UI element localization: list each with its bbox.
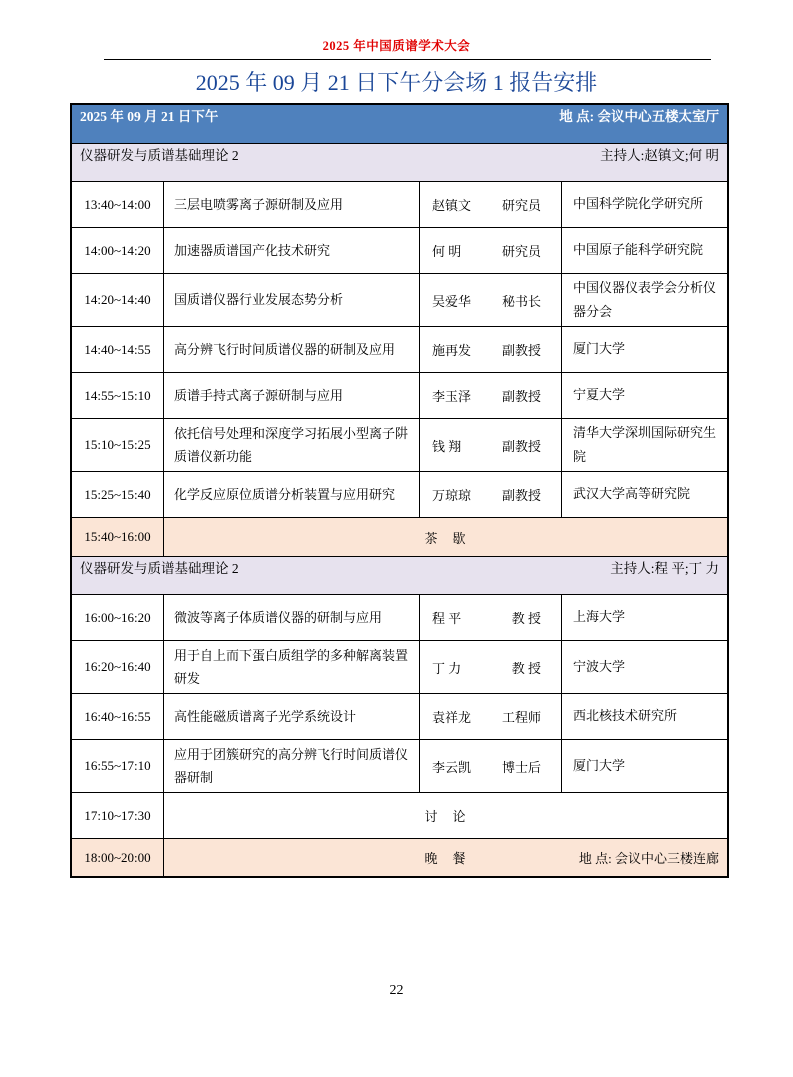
report-title: 2025 年 09 月 21 日下午分会场 1 报告安排 xyxy=(195,70,598,95)
time-cell: 15:10~15:25 xyxy=(72,419,164,471)
speaker-role: 副教授 xyxy=(501,438,541,454)
speaker-name: 丁 力 xyxy=(432,660,462,676)
speaker-cell xyxy=(420,182,562,227)
affiliation-cell: 宁波大学 xyxy=(573,658,626,674)
session-chairs: 主持人:程 平;丁 力 xyxy=(610,561,719,576)
talk-row xyxy=(72,182,727,228)
speaker-cell xyxy=(420,595,562,640)
talk-row xyxy=(72,419,727,472)
speaker-name: 袁祥龙 xyxy=(432,710,472,725)
time-cell: 14:00~14:20 xyxy=(72,228,164,273)
discussion-label: 讨 论 xyxy=(424,809,467,824)
table-header-row xyxy=(72,105,727,144)
talk-row xyxy=(72,228,727,274)
venue-label: 地 点: 会议中心五楼太室厅 xyxy=(559,109,719,124)
break-label: 茶 歇 xyxy=(424,530,467,546)
speaker-name: 何 明 xyxy=(432,244,462,259)
header-rule xyxy=(104,59,711,60)
session-chairs: 主持人:赵镇文;何 明 xyxy=(600,148,719,163)
talk-row xyxy=(72,694,727,740)
affiliation-cell: 上海大学 xyxy=(573,609,626,625)
talk-title: 高性能磁质谱离子光学系统设计 xyxy=(164,694,420,739)
time-cell: 16:20~16:40 xyxy=(72,641,164,693)
talk-title: 微波等离子体质谱仪器的研制与应用 xyxy=(164,595,420,640)
speaker-cell xyxy=(420,327,562,372)
time-cell: 16:40~16:55 xyxy=(72,694,164,739)
speaker-name: 吴爱华 xyxy=(432,293,472,309)
talk-row xyxy=(72,641,727,694)
talk-row xyxy=(72,327,727,373)
discussion-cell xyxy=(164,793,727,838)
affiliation-cell: 中国仪器仪表学会分析仪器分会 xyxy=(573,279,717,319)
time-cell: 14:55~15:10 xyxy=(72,373,164,418)
speaker-name: 李玉泽 xyxy=(432,389,472,404)
speaker-role: 教 授 xyxy=(511,611,541,626)
speaker-role: 副教授 xyxy=(501,389,541,404)
speaker-name: 赵镇文 xyxy=(432,198,472,213)
speaker-name: 施再发 xyxy=(432,343,472,358)
speaker-cell xyxy=(420,274,562,326)
speaker-cell xyxy=(420,419,562,471)
affiliation-cell: 中国原子能科学研究院 xyxy=(573,242,704,258)
affiliation-cell: 中国科学院化学研究所 xyxy=(573,196,704,212)
talk-title: 依托信号处理和深度学习拓展小型离子阱质谱仪新功能 xyxy=(164,419,420,471)
talk-title: 化学反应原位质谱分析装置与应用研究 xyxy=(164,472,420,517)
speaker-role: 工程师 xyxy=(501,710,541,725)
talk-title: 三层电喷雾离子源研制及应用 xyxy=(164,182,420,227)
talk-row xyxy=(72,373,727,419)
speaker-cell xyxy=(420,694,562,739)
talk-row xyxy=(72,595,727,641)
break-cell xyxy=(164,518,727,556)
speaker-cell xyxy=(420,228,562,273)
dinner-row xyxy=(72,839,727,876)
discussion-row xyxy=(72,793,727,839)
speaker-role: 教 授 xyxy=(511,660,541,676)
session-header-row xyxy=(72,557,727,595)
session-header-row xyxy=(72,144,727,182)
time-cell: 16:55~17:10 xyxy=(72,740,164,792)
time-cell: 15:40~16:00 xyxy=(72,518,164,556)
talk-row xyxy=(72,740,727,793)
session-name: 仪器研发与质谱基础理论 2 xyxy=(80,148,239,163)
dinner-location: 地 点: 会议中心三楼连廊 xyxy=(578,851,719,866)
schedule-table xyxy=(70,103,729,878)
speaker-role: 研究员 xyxy=(501,198,541,213)
dinner-cell xyxy=(164,839,727,876)
speaker-name: 万琼琼 xyxy=(432,488,472,503)
talk-title: 应用于团簇研究的高分辨飞行时间质谱仪器研制 xyxy=(164,740,420,792)
affiliation-cell: 厦门大学 xyxy=(573,341,626,357)
speaker-name: 李云凯 xyxy=(432,759,472,775)
speaker-cell xyxy=(420,472,562,517)
talk-title: 质谱手持式离子源研制与应用 xyxy=(164,373,420,418)
time-cell: 13:40~14:00 xyxy=(72,182,164,227)
affiliation-cell: 清华大学深圳国际研究生院 xyxy=(573,424,717,464)
dinner-label: 晚 餐 xyxy=(424,851,467,866)
tea-break-row xyxy=(72,518,727,557)
time-cell: 16:00~16:20 xyxy=(72,595,164,640)
talk-title: 国质谱仪器行业发展态势分析 xyxy=(164,274,420,326)
affiliation-cell: 西北核技术研究所 xyxy=(573,708,678,724)
affiliation-cell: 厦门大学 xyxy=(573,757,626,773)
date-label: 2025 年 09 月 21 日下午 xyxy=(80,109,219,124)
speaker-role: 博士后 xyxy=(501,759,541,775)
speaker-role: 秘书长 xyxy=(501,293,541,309)
talk-row xyxy=(72,274,727,327)
time-cell: 14:40~14:55 xyxy=(72,327,164,372)
speaker-role: 副教授 xyxy=(501,343,541,358)
speaker-name: 钱 翔 xyxy=(432,438,462,454)
page-number: 22 xyxy=(389,983,404,998)
speaker-role: 研究员 xyxy=(501,244,541,259)
talk-title: 高分辨飞行时间质谱仪器的研制及应用 xyxy=(164,327,420,372)
page-header-title: 2025 年中国质谱学术大会 xyxy=(322,39,471,53)
speaker-cell xyxy=(420,641,562,693)
talk-title: 加速器质谱国产化技术研究 xyxy=(164,228,420,273)
time-cell: 15:25~15:40 xyxy=(72,472,164,517)
talk-title: 用于自上而下蛋白质组学的多种解离装置研发 xyxy=(164,641,420,693)
talk-row xyxy=(72,472,727,518)
session-name: 仪器研发与质谱基础理论 2 xyxy=(80,561,239,576)
time-cell: 18:00~20:00 xyxy=(72,839,164,876)
speaker-name: 程 平 xyxy=(432,611,462,626)
speaker-role: 副教授 xyxy=(501,488,541,503)
affiliation-cell: 宁夏大学 xyxy=(573,387,626,403)
affiliation-cell: 武汉大学高等研究院 xyxy=(573,486,691,502)
speaker-cell xyxy=(420,373,562,418)
time-cell: 17:10~17:30 xyxy=(72,793,164,838)
time-cell: 14:20~14:40 xyxy=(72,274,164,326)
speaker-cell xyxy=(420,740,562,792)
